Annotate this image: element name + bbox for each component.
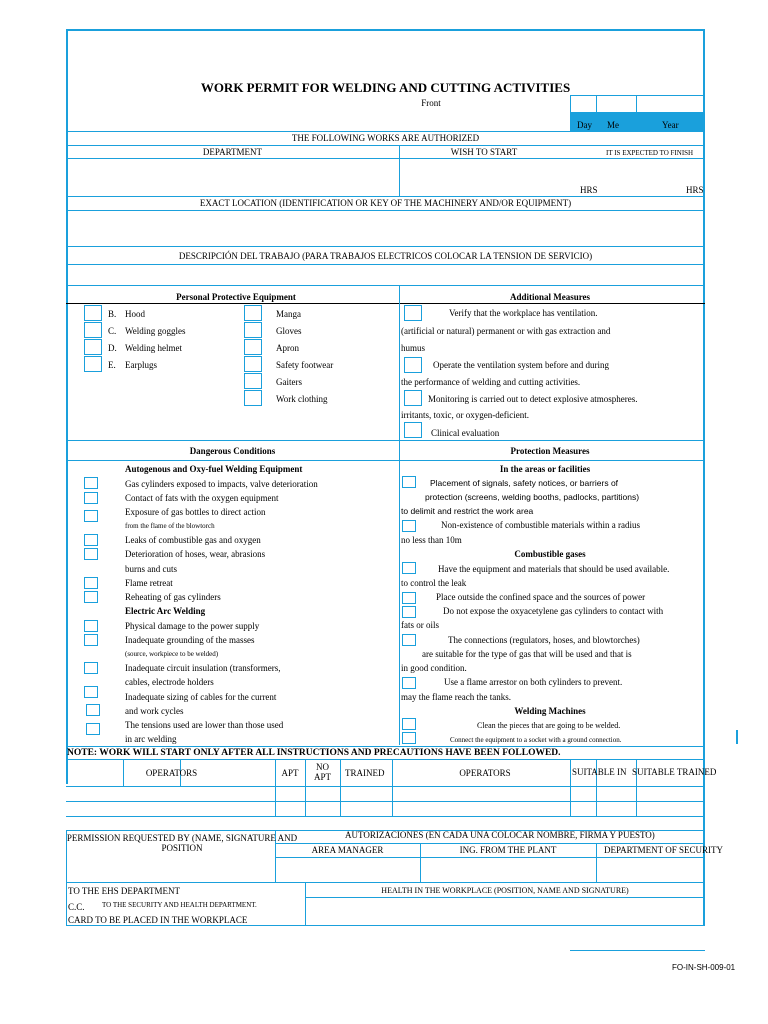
date-day-label: Day	[577, 120, 592, 130]
protection-line: Clean the pieces that are going to be welded.	[477, 721, 621, 730]
danger-line: Deterioration of hoses, wear, abrasions	[125, 549, 266, 559]
danger-line: Physical damage to the power supply	[125, 621, 260, 631]
ppe-item-label: Work clothing	[276, 394, 328, 404]
operators-rows[interactable]	[68, 787, 703, 815]
danger-checkbox[interactable]	[84, 662, 98, 674]
ppe-manga-checkbox[interactable]	[244, 305, 262, 321]
ppe-footwear-checkbox[interactable]	[244, 356, 262, 372]
in-header: IN	[617, 767, 627, 777]
suitable-header: SUITABLE	[572, 767, 615, 777]
protection-line: Have the equipment and materials that should be used available.	[438, 564, 670, 574]
wish-to-start-label: WISH TO START	[450, 147, 518, 157]
protection-line: are suitable for the type of gas that will be used and that is	[422, 649, 632, 659]
additional-line: (artificial or natural) permanent or with gas extraction and	[401, 326, 611, 336]
operators-header: OPERATORS	[145, 768, 198, 778]
ppe-clothing-checkbox[interactable]	[244, 390, 262, 406]
additional-header: Additional Measures	[509, 292, 591, 302]
protection-line: in good condition.	[401, 663, 467, 673]
card-placement-label: CARD TO BE PLACED IN THE WORKPLACE	[68, 915, 248, 925]
additional-line: Operate the ventilation system before and during	[433, 360, 609, 370]
dangerous-subheader: Autogenous and Oxy-fuel Welding Equipment	[125, 464, 303, 474]
descripcion-label: DESCRIPCIÓN DEL TRABAJO (PARA TRABAJOS ELECTRICOS COLOCAR LA TENSION DE SERVICIO)	[178, 251, 593, 261]
danger-line: from the flame of the blowtorch	[125, 522, 215, 530]
protection-line: Connect the equipment to a socket with a ground connection.	[450, 736, 622, 744]
ppe-helmet-checkbox[interactable]	[84, 339, 102, 355]
area-manager-label: AREA MANAGER	[311, 845, 384, 855]
ing-plant-label: ING. FROM THE PLANT	[459, 845, 557, 855]
ppe-gaiters-checkbox[interactable]	[244, 373, 262, 389]
exact-location-field[interactable]	[68, 211, 703, 245]
danger-checkbox[interactable]	[84, 634, 98, 646]
health-signature-field[interactable]	[306, 898, 703, 924]
protection-line: Non-existence of combustible materials within a radius	[441, 520, 640, 530]
danger-line: Flame retreat	[125, 578, 173, 588]
danger-checkbox[interactable]	[84, 534, 98, 546]
additional-line: humus	[401, 343, 426, 353]
ventilation-system-checkbox[interactable]	[404, 357, 422, 373]
authorization-signature-fields[interactable]	[276, 858, 703, 881]
danger-checkbox[interactable]	[84, 548, 98, 560]
additional-line: the performance of welding and cutting activities.	[401, 377, 581, 387]
suitable-trained-header: SUITABLE TRAINED	[632, 767, 717, 777]
protection-subheader: In the areas or facilities	[499, 464, 591, 474]
protection-subheader: Combustible gases	[514, 549, 586, 559]
trained-header: TRAINED	[345, 768, 385, 778]
danger-checkbox[interactable]	[86, 723, 100, 735]
danger-line: Contact of fats with the oxygen equipment	[125, 493, 279, 503]
danger-line: Gas cylinders exposed to impacts, valve deterioration	[125, 479, 318, 489]
clinical-evaluation-checkbox[interactable]	[404, 422, 422, 438]
ppe-letter: D.	[108, 343, 117, 353]
ventilation-checkbox[interactable]	[404, 305, 422, 321]
danger-checkbox[interactable]	[86, 704, 100, 716]
dangerous-header: Dangerous Conditions	[189, 446, 276, 456]
ppe-letter: E.	[108, 360, 116, 370]
ppe-item-label: Apron	[276, 343, 299, 353]
protection-checkbox[interactable]	[402, 718, 416, 730]
danger-checkbox[interactable]	[84, 510, 98, 522]
protection-line: Place outside the confined space and the sources of power	[436, 592, 646, 602]
danger-checkbox[interactable]	[84, 492, 98, 504]
ppe-item-label: Welding goggles	[125, 326, 186, 336]
ppe-header: Personal Protective Equipment	[176, 292, 296, 302]
security-dept-label: TO THE SECURITY AND HEALTH DEPARTMENT.	[102, 901, 257, 909]
hrs-start-label: HRS	[580, 185, 598, 195]
ppe-item-label: Manga	[276, 309, 301, 319]
danger-line: Inadequate grounding of the masses	[125, 635, 255, 645]
date-year-label: Year	[662, 120, 679, 130]
protection-checkbox[interactable]	[402, 592, 416, 604]
danger-line: cables, electrode holders	[125, 677, 214, 687]
ppe-letter: C.	[108, 326, 117, 336]
additional-line: Clinical evaluation	[431, 428, 500, 438]
ppe-earplugs-checkbox[interactable]	[84, 356, 102, 372]
dept-security-label: DEPARTMENT OF SECURITY	[604, 845, 723, 855]
form-code: FO-IN-SH-009-01	[672, 963, 736, 972]
protection-line: no less than 10m	[401, 535, 462, 545]
autorizaciones-label: AUTORIZACIONES (EN CADA UNA COLOCAR NOMBRE, FIRMA Y PUESTO)	[345, 830, 655, 840]
form-title: WORK PERMIT FOR WELDING AND CUTTING ACTIVITIES	[200, 80, 571, 95]
protection-checkbox[interactable]	[402, 634, 416, 646]
danger-checkbox[interactable]	[84, 477, 98, 489]
danger-checkbox[interactable]	[84, 686, 98, 698]
danger-line: The tensions used are lower than those used	[125, 720, 284, 730]
danger-line: Inadequate circuit insulation (transformers,	[125, 663, 281, 673]
additional-line: Monitoring is carried out to detect explosive atmospheres.	[428, 394, 638, 404]
danger-checkbox[interactable]	[84, 577, 98, 589]
ppe-letter: B.	[108, 309, 117, 319]
monitoring-checkbox[interactable]	[404, 390, 422, 406]
protection-checkbox[interactable]	[402, 520, 416, 532]
ppe-goggles-checkbox[interactable]	[84, 322, 102, 338]
danger-line: Inadequate sizing of cables for the current	[125, 692, 277, 702]
protection-line: Do not expose the oxyacetylene gas cylinders to contact with	[443, 606, 664, 616]
department-field[interactable]	[68, 159, 398, 195]
protection-checkbox[interactable]	[402, 606, 416, 618]
schedule-field[interactable]	[400, 159, 703, 195]
protection-header: Protection Measures	[510, 446, 590, 456]
protection-subheader: Welding Machines	[514, 706, 586, 716]
requester-signature-field[interactable]	[68, 858, 274, 881]
operators-header-2: OPERATORS	[459, 768, 511, 778]
protection-line: to control the leak	[401, 578, 467, 588]
protection-line: protection (screens, welding booths, padlocks, partitions)	[425, 492, 640, 502]
danger-line: Reheating of gas cylinders	[125, 592, 221, 602]
protection-checkbox[interactable]	[402, 562, 416, 574]
exact-location-label: EXACT LOCATION (IDENTIFICATION OR KEY OF THE MACHINERY AND/OR EQUIPMENT)	[199, 198, 572, 208]
no-apt-header: NO APT	[313, 762, 331, 782]
ehs-department-label: TO THE EHS DEPARTMENT	[68, 886, 181, 896]
permission-requested-label: PERMISSION REQUESTED BY (NAME, SIGNATURE AND POSITION	[66, 833, 298, 853]
protection-line: may the flame reach the tanks.	[401, 692, 511, 702]
danger-line: Exposure of gas bottles to direct action	[125, 507, 266, 517]
health-workplace-label: HEALTH IN THE WORKPLACE (POSITION, NAME AND SIGNATURE)	[381, 886, 629, 895]
danger-line: in arc welding	[125, 734, 177, 744]
dangerous-subheader: Electric Arc Welding	[125, 606, 206, 616]
protection-checkbox[interactable]	[402, 732, 416, 744]
protection-line: The connections (regulators, hoses, and blowtorches)	[448, 635, 640, 645]
danger-line: and work cycles	[125, 706, 184, 716]
work-start-note: NOTE: WORK WILL START ONLY AFTER ALL INSTRUCTIONS AND PRECAUTIONS HAVE BEEN FOLLOWED.	[67, 748, 561, 758]
descripcion-field[interactable]	[68, 265, 703, 284]
authorized-heading: THE FOLLOWING WORKS ARE AUTHORIZED	[291, 133, 480, 143]
additional-line: irritants, toxic, or oxygen-deficient.	[401, 410, 529, 420]
department-label: DEPARTMENT	[202, 147, 263, 157]
danger-line: Leaks of combustible gas and oxygen	[125, 535, 261, 545]
ppe-item-label: Welding helmet	[125, 343, 183, 353]
ppe-gloves-checkbox[interactable]	[244, 322, 262, 338]
protection-checkbox[interactable]	[402, 677, 416, 689]
protection-line: Use a flame arrestor on both cylinders to prevent.	[444, 677, 623, 687]
danger-line: burns and cuts	[125, 564, 177, 574]
cc-label: C.C.	[68, 902, 85, 912]
protection-checkbox[interactable]	[402, 476, 416, 488]
expected-finish-label: IT IS EXPECTED TO FINISH	[606, 149, 694, 157]
front-label: Front	[421, 98, 441, 108]
ppe-item-label: Gaiters	[276, 377, 302, 387]
protection-line: Placement of signals, safety notices, or barriers of	[430, 478, 619, 488]
protection-line: fats or oils	[401, 620, 439, 630]
ppe-hood-checkbox[interactable]	[84, 305, 102, 321]
apt-header: APT	[281, 768, 299, 778]
ppe-item-label: Earplugs	[125, 360, 157, 370]
danger-checkbox[interactable]	[84, 620, 98, 632]
additional-line: Verify that the workplace has ventilation.	[449, 308, 598, 318]
danger-line: (source, workpiece to be welded)	[125, 650, 219, 658]
ppe-item-label: Hood	[125, 309, 145, 319]
danger-checkbox[interactable]	[84, 591, 98, 603]
date-month-label: Me	[607, 120, 619, 130]
hrs-finish-label: HRS	[686, 185, 704, 195]
ppe-item-label: Safety footwear	[276, 360, 334, 370]
protection-line: to delimit and restrict the work area	[401, 506, 534, 516]
ppe-apron-checkbox[interactable]	[244, 339, 262, 355]
ppe-item-label: Gloves	[276, 326, 302, 336]
